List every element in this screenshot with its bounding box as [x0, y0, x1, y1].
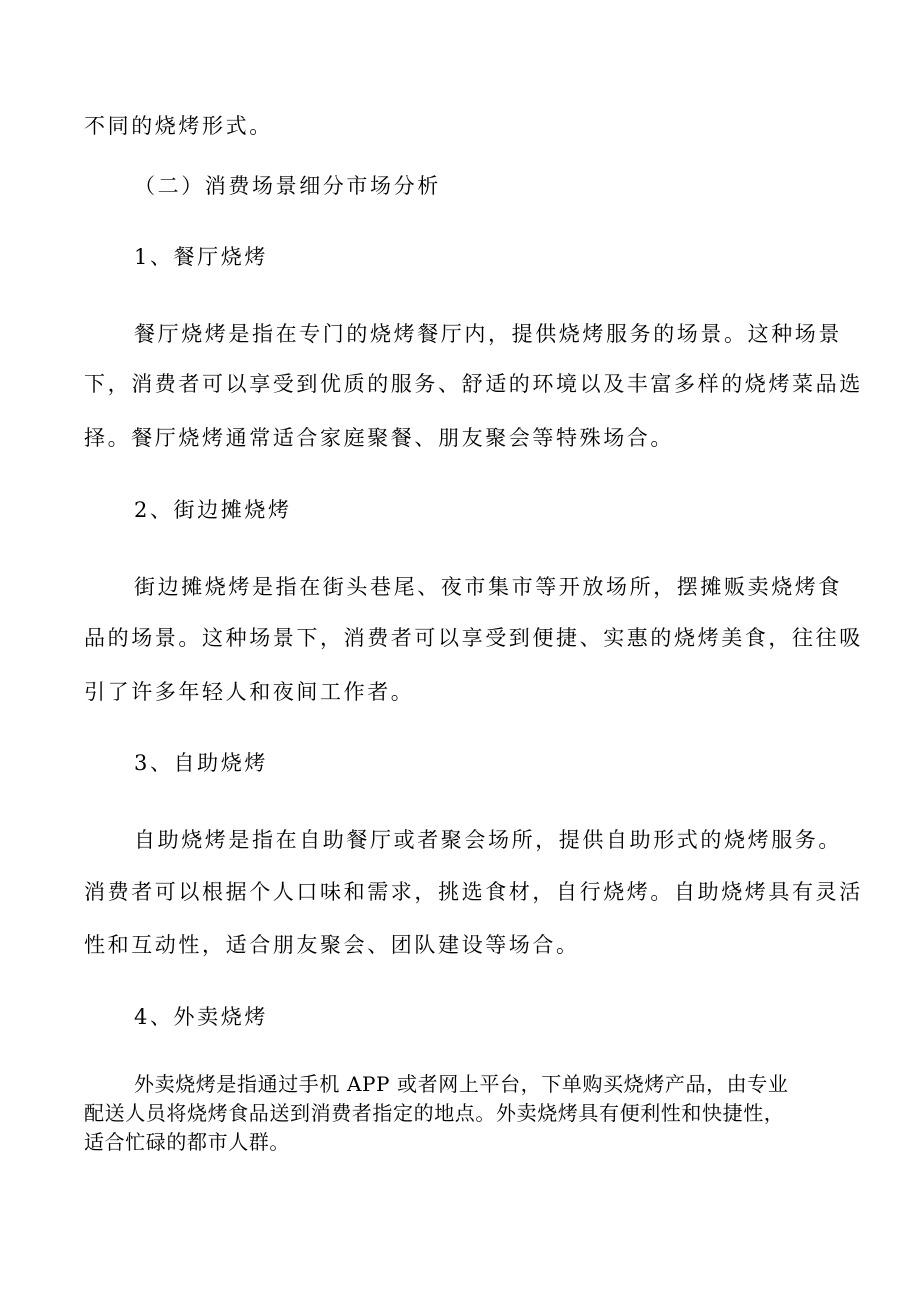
paragraph-self-service-line-3: 性和互动性，适合朋友聚会、团队建设等场合。 [84, 933, 580, 957]
paragraph-continuation: 不同的烧烤形式。 [84, 114, 273, 138]
paragraph-restaurant-line-1: 餐厅烧烤是指在专门的烧烤餐厅内，提供烧烤服务的场景。这种场景 [134, 322, 842, 346]
section-title: （二）消费场景细分市场分析 [134, 174, 441, 198]
subsection-heading-takeout: 4、外卖烧烤 [134, 1005, 268, 1029]
paragraph-self-service-line-1: 自助烧烤是指在自助餐厅或者聚会场所，提供自助形式的烧烤服务。 [134, 828, 842, 852]
paragraph-street-stall-line-2: 品的场景。这种场景下，消费者可以享受到便捷、实惠的烧烤美食，往往吸 [84, 626, 863, 650]
paragraph-restaurant-line-3: 择。餐厅烧烤通常适合家庭聚餐、朋友聚会等特殊场合。 [84, 426, 674, 450]
subsection-heading-restaurant: 1、餐厅烧烤 [134, 245, 268, 269]
paragraph-takeout-line-3: 适合忙碌的都市人群。 [84, 1130, 290, 1154]
paragraph-street-stall-line-1: 街边摊烧烤是指在街头巷尾、夜市集市等开放场所，摆摊贩卖烧烤食 [134, 575, 842, 599]
subsection-heading-street-stall: 2、街边摊烧烤 [134, 498, 292, 522]
paragraph-takeout-line-1: 外卖烧烤是指通过手机 APP 或者网上平台，下单购买烧烤产品，由专业 [134, 1072, 789, 1096]
paragraph-takeout-line-2: 配送人员将烧烤食品送到消费者指定的地点。外卖烧烤具有便利性和快捷性， [84, 1101, 785, 1125]
paragraph-restaurant-line-2: 下，消费者可以享受到优质的服务、舒适的环境以及丰富多样的烧烤菜品选 [84, 372, 863, 396]
paragraph-self-service-line-2: 消费者可以根据个人口味和需求，挑选食材，自行烧烤。自助烧烤具有灵活 [84, 880, 863, 904]
paragraph-street-stall-line-3: 引了许多年轻人和夜间工作者。 [84, 680, 415, 704]
subsection-heading-self-service: 3、自助烧烤 [134, 751, 268, 775]
